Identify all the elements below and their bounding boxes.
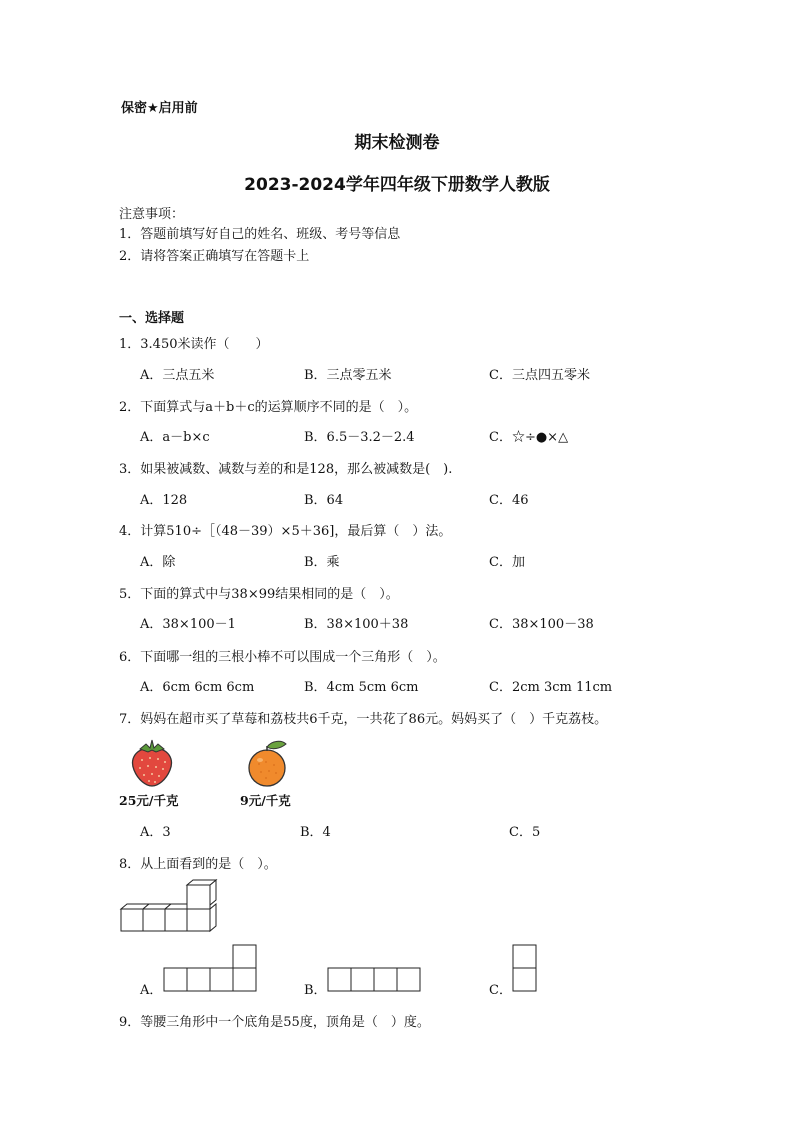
page-subtitle: 2023-2024学年四年级下册数学人教版 [244, 175, 550, 195]
option-b: B．38×100＋38 [304, 617, 409, 632]
option-b: B．4 [300, 825, 331, 840]
option-b-figure [327, 967, 422, 992]
question-7: 7．妈妈在超市买了草莓和荔枝共6千克，一共花了86元。妈妈买了（ ）千克荔枝。 [119, 712, 608, 727]
question-2: 2．下面算式与a＋b＋c的运算顺序不同的是（ ）。 [119, 400, 418, 415]
note-item: 1．答题前填写好自己的姓名、班级、考号等信息 [119, 227, 401, 242]
question-8: 8．从上面看到的是（ ）。 [119, 857, 277, 872]
orange-price: 9元/千克 [240, 793, 291, 808]
question-5: 5．下面的算式中与38×99结果相同的是（ ）。 [119, 587, 399, 602]
option-a: A．a－b×c [140, 430, 210, 445]
cube-stack-figure [118, 880, 218, 935]
option-a: A．38×100－1 [140, 617, 236, 632]
option-b: B．64 [304, 493, 344, 508]
option-c: C．加 [489, 555, 525, 570]
option-a-figure [163, 944, 258, 992]
page-title: 期末检测卷 [354, 133, 440, 153]
option-c: C． [489, 983, 512, 998]
option-a: A．128 [140, 493, 188, 508]
option-c: C．三点四五零米 [489, 368, 590, 383]
question-9: 9．等腰三角形中一个底角是55度，顶角是（ ）度。 [119, 1015, 430, 1030]
question-6: 6．下面哪一组的三根小棒不可以围成一个三角形（ ）。 [119, 650, 446, 665]
option-c: C．☆÷●×△ [489, 430, 569, 445]
question-4: 4．计算510÷［（48－39）×5＋36]，最后算（ ）法。 [119, 524, 452, 539]
option-b: B．6.5－3.2－2.4 [304, 430, 415, 445]
question-1: 1．3.450米读作（ ） [119, 337, 269, 352]
option-c: C．5 [509, 825, 541, 840]
option-c: C．46 [489, 493, 529, 508]
orange-icon [244, 738, 292, 788]
option-a: A．6cm 6cm 6cm [140, 680, 255, 695]
note-item: 2．请将答案正确填写在答题卡上 [119, 249, 310, 264]
option-b: B．乘 [304, 555, 340, 570]
strawberry-price: 25元/千克 [119, 793, 179, 808]
option-a: A． [140, 983, 163, 998]
option-b: B． [304, 983, 327, 998]
option-b: B．4cm 5cm 6cm [304, 680, 419, 695]
option-a: A．除 [140, 555, 176, 570]
option-c: C．2cm 3cm 11cm [489, 680, 613, 695]
notes-heading: 注意事项： [119, 207, 185, 222]
strawberry-icon [128, 738, 176, 788]
option-a: A．3 [140, 825, 171, 840]
confidential-label: 保密★启用前 [121, 101, 198, 116]
question-3: 3．如果被减数、减数与差的和是128，那么被减数是( ). [119, 462, 453, 477]
option-c: C．38×100－38 [489, 617, 594, 632]
option-b: B．三点零五米 [304, 368, 392, 383]
option-a: A．三点五米 [140, 368, 215, 383]
option-c-figure [512, 944, 538, 992]
section-title: 一、选择题 [119, 311, 185, 326]
